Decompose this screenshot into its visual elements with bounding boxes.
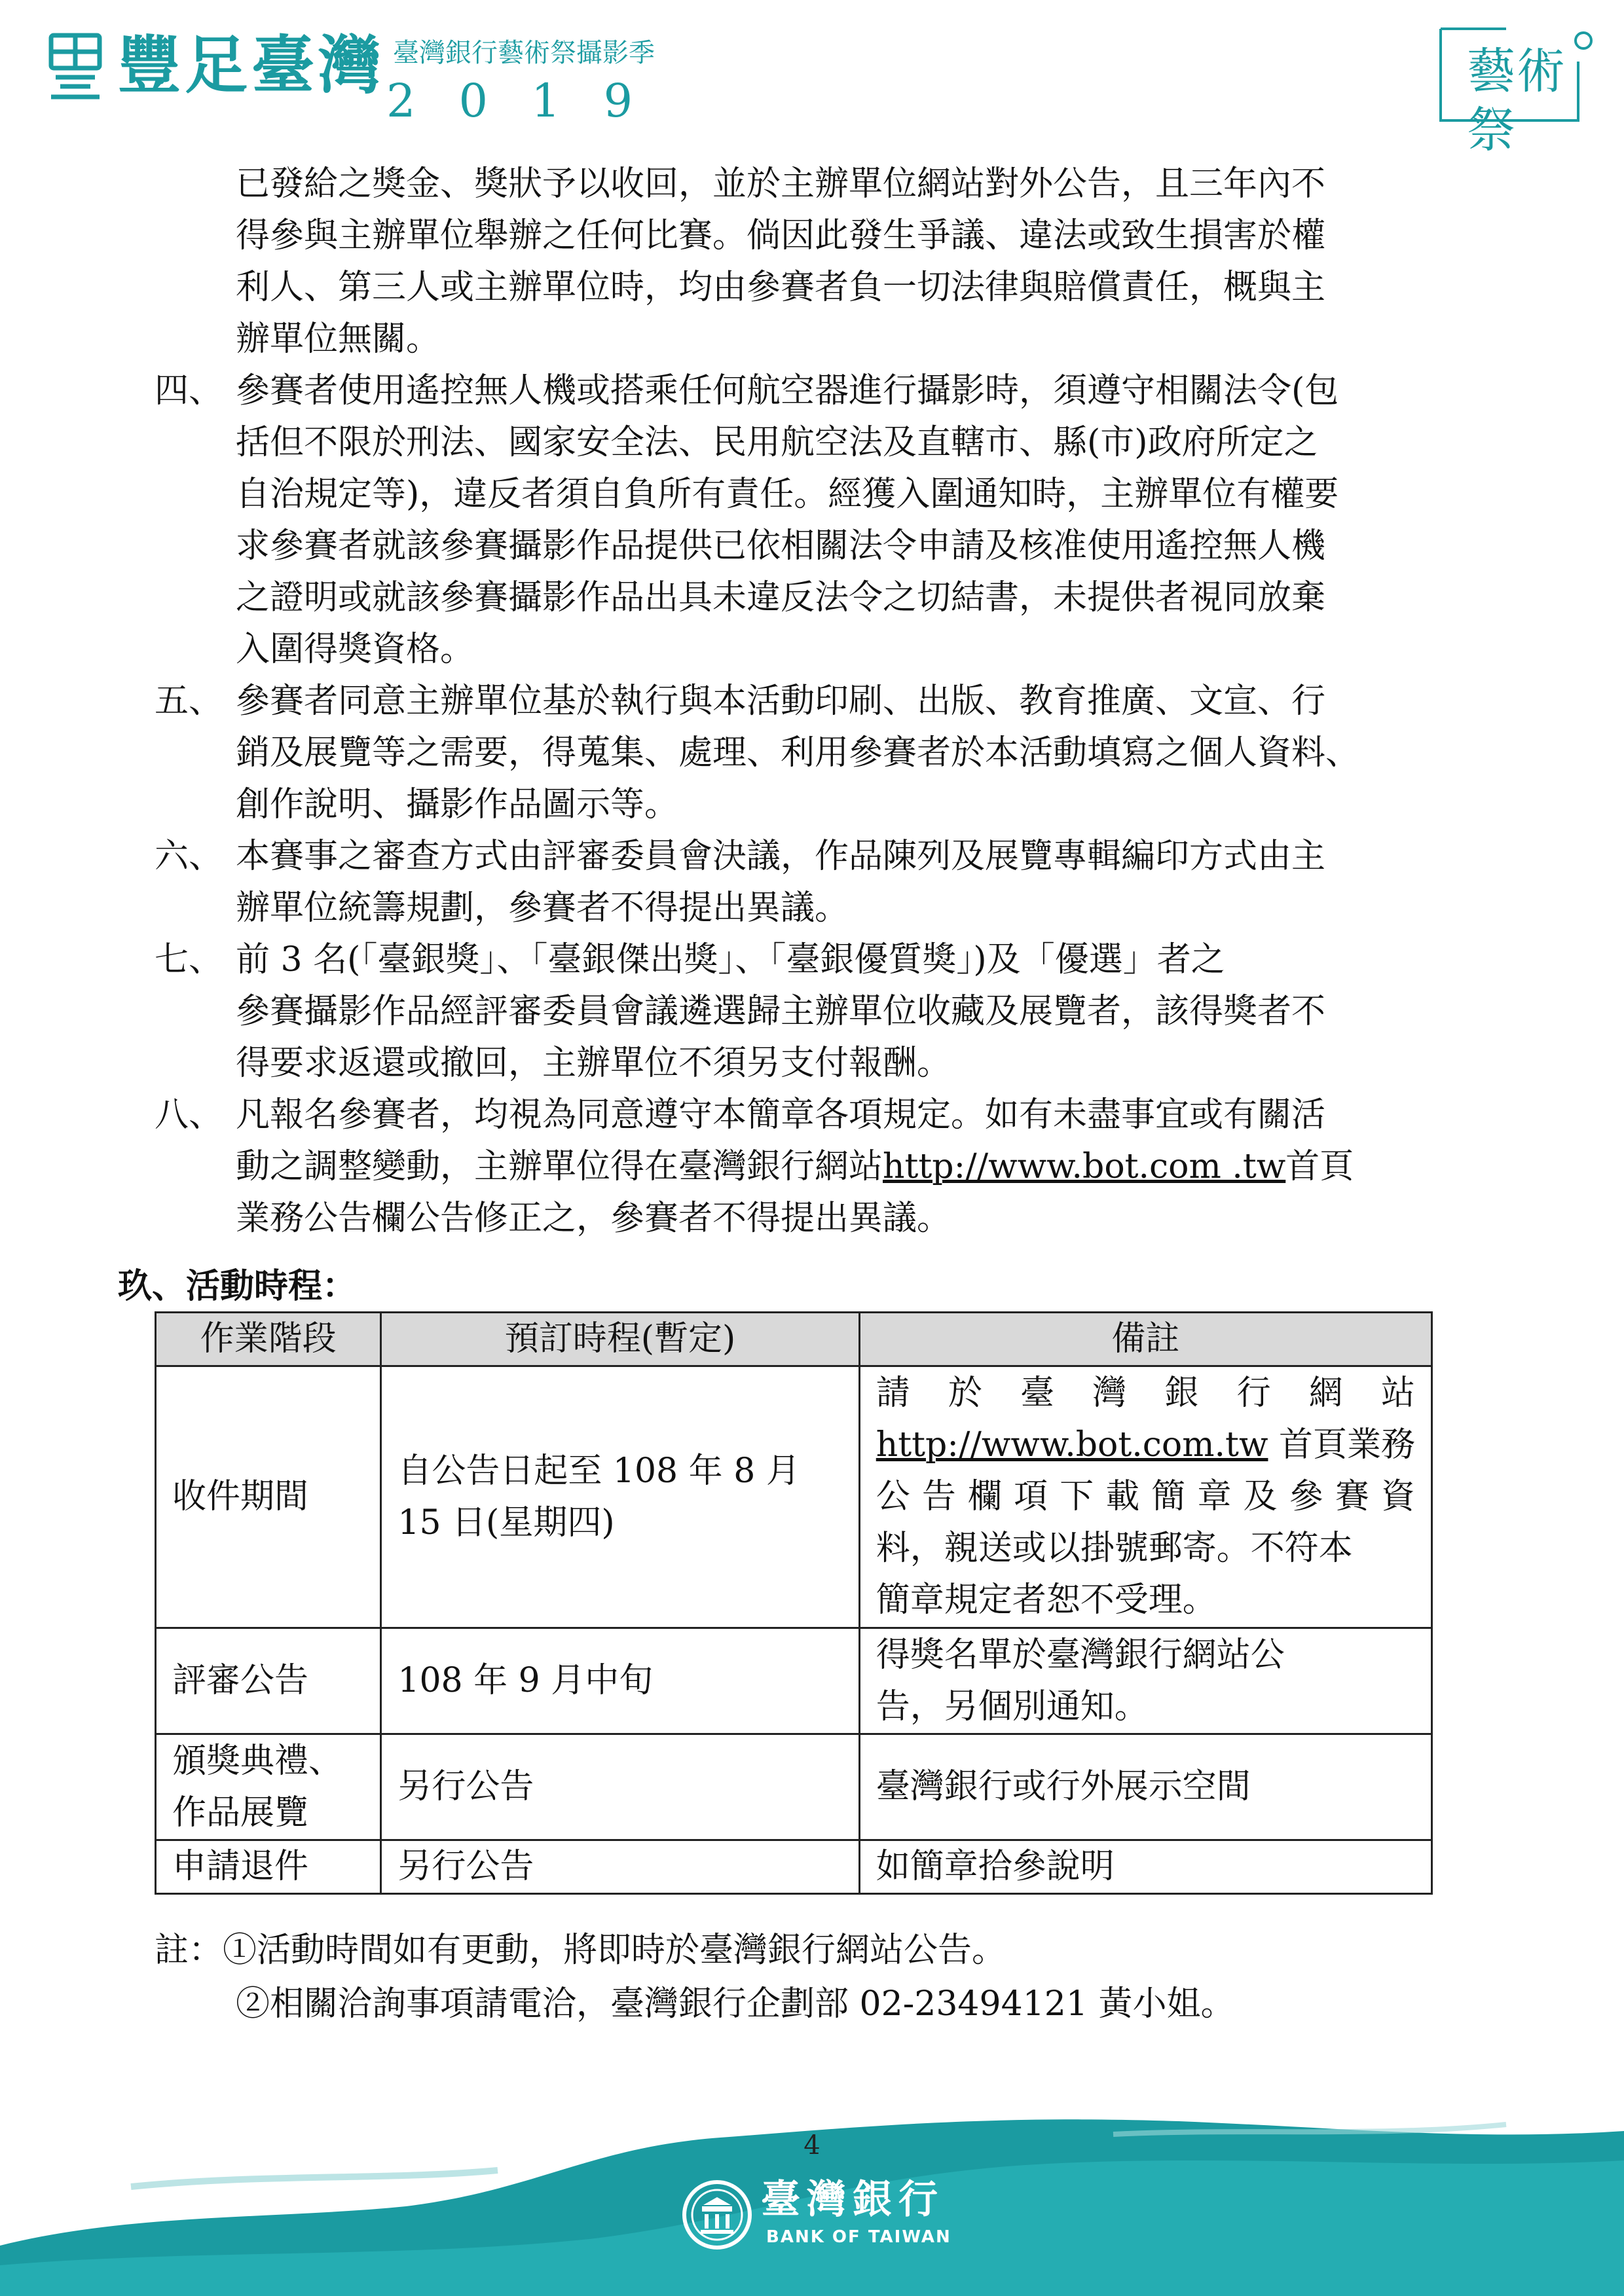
item-line: 參賽攝影作品經評審委員會議遴選歸主辦單位收藏及展覽者，該得獎者不 <box>236 992 1326 1031</box>
cell-note: 臺灣銀行或行外展示空間 <box>859 1734 1431 1840</box>
item-line: 括但不限於刑法、國家安全法、民用航空法及直轄市、縣(市)政府所定之 <box>236 423 1318 462</box>
bank-name-en: BANK OF TAIWAN <box>766 2227 951 2247</box>
cell-note <box>859 1366 1431 1628</box>
bank-name: 臺灣銀行 <box>761 2177 944 2223</box>
table-row <box>156 1734 1432 1840</box>
item-line: 前 3 名(「臺銀獎」、「臺銀傑出獎」、「臺銀優質獎」)及「優選」者之 <box>236 940 1225 979</box>
item-line: 之證明或就該參賽攝影作品出具未違反法令之切結書，未提供者視同放棄 <box>236 578 1326 617</box>
bot-website-link[interactable]: http://www.bot.com .tw <box>883 1147 1286 1186</box>
item-number: 八、 <box>155 1095 223 1135</box>
section-title: 玖、活動時程： <box>118 1267 357 1306</box>
item-line: 本賽事之審查方式由評審委員會決議，作品陳列及展覽專輯編印方式由主 <box>236 837 1326 876</box>
note-line: 請於臺灣銀行網站 <box>876 1374 1415 1413</box>
table-row <box>156 1628 1432 1734</box>
cell-schedule: 108 年 9 月中旬 <box>381 1628 859 1734</box>
item-line-text: 動之調整變動，主辦單位得在臺灣銀行網站 <box>236 1147 883 1186</box>
cell-schedule: 自公告日起至 108 年 8 月 15 日(星期四) <box>381 1366 859 1628</box>
cell-stage: 申請退件 <box>156 1840 381 1894</box>
stage-line: 作品展覽 <box>172 1793 309 1832</box>
item-line: 得要求返還或撤回，主辦單位不須另支付報酬。 <box>236 1044 951 1083</box>
item-line: 參賽者使用遙控無人機或搭乘任何航空器進行攝影時，須遵守相關法令(包 <box>236 371 1339 410</box>
note-line: 告，另個別通知。 <box>876 1686 1149 1726</box>
bank-emblem-icon <box>681 2179 753 2251</box>
cell-stage: 評審公告 <box>156 1628 381 1734</box>
brand-subtitle: 臺灣銀行藝術祭攝影季 <box>393 38 655 68</box>
item-line: 自治規定等)，違反者須自負所有責任。經獲入圍通知時，主辦單位有權要 <box>236 475 1339 514</box>
table-header-row <box>156 1313 1432 1366</box>
table-row <box>156 1366 1432 1628</box>
item-number: 四、 <box>155 371 223 410</box>
item-line: 凡報名參賽者，均視為同意遵守本簡章各項規定。如有未盡事宜或有關活 <box>236 1095 1326 1135</box>
cell-note <box>859 1628 1431 1734</box>
schedule-table <box>155 1311 1433 1895</box>
page-number: 4 <box>803 2130 821 2160</box>
item-number: 六、 <box>155 837 223 876</box>
table-row <box>156 1840 1432 1894</box>
cell-schedule: 另行公告 <box>381 1840 859 1894</box>
item-number: 五、 <box>155 682 223 721</box>
header-note: 備註 <box>859 1313 1431 1366</box>
note-line <box>876 1419 1415 1471</box>
stage-line: 頒獎典禮、 <box>172 1741 343 1781</box>
item-line: 求參賽者就該參賽攝影作品提供已依相關法令申請及核准使用遙控無人機 <box>236 526 1326 566</box>
note-2: ②相關洽詢事項請電洽，臺灣銀行企劃部 02-23494121 黃小姐。 <box>236 1984 1235 2024</box>
cont-line: 得參與主辦單位舉辦之任何比賽。倘因此發生爭議、違法或致生損害於權 <box>236 216 1326 255</box>
art-festival-badge <box>1428 22 1598 158</box>
feng-emblem-icon <box>46 30 105 102</box>
item-number: 七、 <box>155 940 223 979</box>
item-line: 創作說明、攝影作品圖示等。 <box>236 785 679 824</box>
note-line: 簡章規定者恕不受理。 <box>876 1580 1217 1620</box>
item-line <box>236 1141 1354 1193</box>
item-line: 入圍得獎資格。 <box>236 630 475 669</box>
cell-schedule: 另行公告 <box>381 1734 859 1840</box>
note-line: 得獎名單於臺灣銀行網站公 <box>876 1635 1285 1675</box>
item-line: 銷及展覽等之需要，得蒐集、處理、利用參賽者於本活動填寫之個人資料、 <box>236 733 1360 773</box>
note-line: 料，親送或以掛號郵寄。不符本 <box>876 1529 1353 1568</box>
bot-website-link[interactable]: http://www.bot.com.tw <box>876 1425 1268 1465</box>
item-line: 參賽者同意主辦單位基於執行與本活動印刷、出版、教育推廣、文宣、行 <box>236 682 1326 721</box>
badge-text: 藝術祭 <box>1467 43 1566 158</box>
note-1: 註：①活動時間如有更動，將即時於臺灣銀行網站公告。 <box>155 1931 1006 1970</box>
cont-line: 已發給之獎金、獎狀予以收回，並於主辦單位網站對外公告，且三年內不 <box>236 164 1326 204</box>
brand-year: 2019 <box>386 74 676 128</box>
cont-line: 利人、第三人或主辦單位時，均由參賽者負一切法律與賠償責任，概與主 <box>236 268 1326 307</box>
header-logo <box>46 24 676 128</box>
note-line-text: 首頁業務 <box>1268 1425 1415 1465</box>
bank-logo <box>681 2174 963 2259</box>
header-schedule: 預訂時程(暫定) <box>381 1313 859 1366</box>
header-stage: 作業階段 <box>156 1313 381 1366</box>
cell-note: 如簡章拾參說明 <box>859 1840 1431 1894</box>
item-line: 業務公告欄公告修正之，參賽者不得提出異議。 <box>236 1199 951 1238</box>
note-line: 公告欄項下載簡章及參賽資 <box>876 1477 1415 1516</box>
item-line: 辦單位統籌規劃，參賽者不得提出異議。 <box>236 888 849 928</box>
item-line-text: 首頁 <box>1285 1147 1354 1186</box>
cont-line: 辦單位無關。 <box>236 319 441 359</box>
cell-stage <box>156 1734 381 1840</box>
brand-title: 豐足臺灣 <box>118 29 385 102</box>
cell-stage: 收件期間 <box>156 1366 381 1628</box>
